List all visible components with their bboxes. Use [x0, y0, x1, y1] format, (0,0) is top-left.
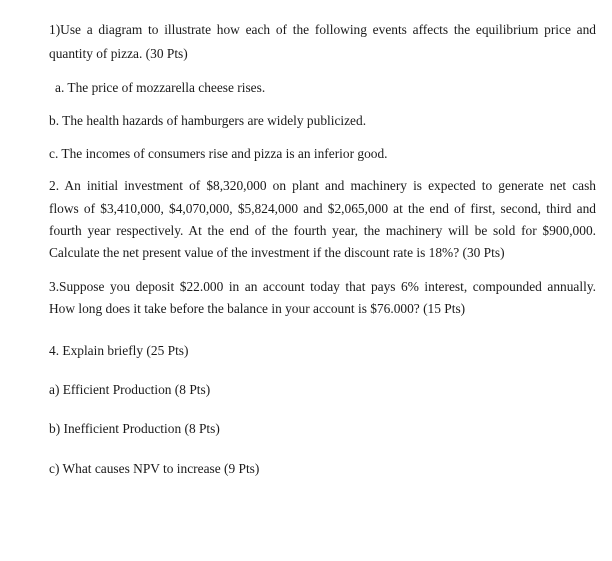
q1-item-a: a. The price of mozzarella cheese rises. — [55, 80, 266, 95]
q1-item-c: c. The incomes of consumers rise and pizza is an inferior good. — [49, 146, 388, 161]
q1-text-line-1: 1)Use a diagram to illustrate how each of the following events affects the equilibrium price and — [49, 22, 596, 37]
q4-item-b: b) Inefficient Production (8 Pts) — [49, 421, 220, 436]
q1-item-b: b. The health hazards of hamburgers are widely publicized. — [49, 113, 367, 128]
q2-text-line-4: Calculate the net present value of the investment if the discount rate is 18%? (30 Pts) — [49, 245, 505, 260]
q2-text-line-1: 2. An initial investment of $8,320,000 on plant and machinery is expected to generate net cash — [49, 178, 596, 193]
q4-item-c: c) What causes NPV to increase (9 Pts) — [49, 461, 260, 476]
q2-text-line-3: fourth year respectively. At the end of the fourth year, the machinery will be sold for $900,000. — [49, 223, 596, 238]
q1-text-line-2: quantity of pizza. (30 Pts) — [49, 46, 188, 61]
q3-text-line-1: 3.Suppose you deposit $22.000 in an account today that pays 6% interest, compounded annually. — [49, 279, 596, 294]
q4-item-a: a) Efficient Production (8 Pts) — [49, 382, 211, 397]
q4-title: 4. Explain briefly (25 Pts) — [49, 343, 189, 358]
q3-text-line-2: How long does it take before the balance in your account is $76.000? (15 Pts) — [49, 301, 466, 316]
q2-text-line-2: flows of $3,410,000, $4,070,000, $5,824,000 and $2,065,000 at the end of first, second, third and — [49, 201, 596, 216]
